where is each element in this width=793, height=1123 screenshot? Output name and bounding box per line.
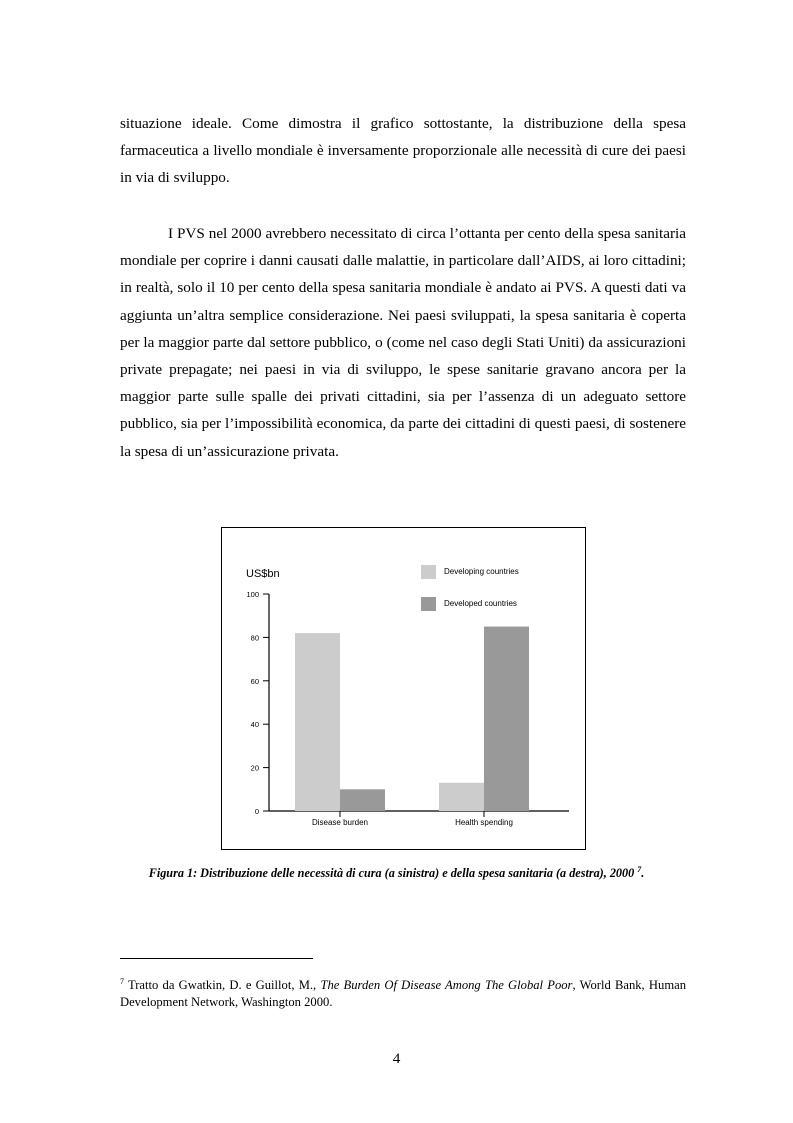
- legend-swatch: [421, 565, 436, 579]
- footnote-title: The Burden Of Disease Among The Global Poor: [320, 978, 573, 992]
- y-axis-label: US$bn: [246, 568, 280, 580]
- caption-footnote-ref: 7: [637, 864, 642, 874]
- y-tick-label: 80: [250, 633, 259, 643]
- figure-caption: [0, 866, 793, 881]
- footnote-text-before: Tratto da Gwatkin, D. e Guillot, M.,: [124, 978, 321, 992]
- footnote-marker: 7: [120, 976, 124, 986]
- bar-chart: [222, 528, 587, 851]
- y-tick-label: 100: [246, 590, 259, 599]
- caption-text: Figura 1: Distribuzione delle necessità di cura (a sinistra) e della spesa sanitaria (a destra), 2000: [148, 866, 635, 880]
- bar: [295, 633, 340, 811]
- legend-label: Developing countries: [444, 567, 519, 576]
- figure-chart-box: [221, 527, 586, 850]
- page-number: 4: [392, 1050, 401, 1067]
- y-tick-label: 40: [250, 720, 259, 730]
- x-tick-label: Health spending: [455, 818, 513, 827]
- bar: [340, 789, 385, 811]
- y-tick-label: 0: [254, 807, 259, 816]
- paragraph-2: I PVS nel 2000 avrebbero necessitato di circa l’ottanta per cento della spesa sanitaria mondiale per coprire i danni causati dalle malattie, in particolare dall’AIDS, ai loro cittadini; in realtà, solo il 10 per cento della spesa sanitaria mondiale è andato ai PVS. A questi dati va aggiunta un’altra semplice considerazione. Nei paesi sviluppati, la spesa sanitaria è coperta per la maggior parte dal settore pubblico, o (come nel caso degli Stati Uniti) da assicurazioni private prepagate; nei paesi in via di sviluppo, le spese sanitarie gravano ancora per la maggior parte sulle spalle dei privati cittadini, sia per l’assenza di un adeguato settore pubblico, sia per l’impossibilità economica, da parte dei cittadini di questi paesi, di sostenere la spesa di un’assicurazione privata.: [120, 225, 686, 460]
- y-tick-label: 60: [250, 676, 259, 686]
- bar: [484, 627, 529, 811]
- legend-label: Developed countries: [444, 599, 517, 608]
- footnote-separator: [120, 958, 313, 959]
- x-tick-label: Disease burden: [311, 818, 369, 827]
- paragraph-1: situazione ideale. Come dimostra il grafico sottostante, la distribuzione della spesa farmaceutica a livello mondiale è inversamente proporzionale alle necessità di cure dei paesi in via di sviluppo.: [120, 115, 686, 187]
- footnote-text-after: , World Bank, Human Development Network, Washington 2000.: [120, 978, 687, 1009]
- bar: [439, 783, 484, 811]
- footnote: [120, 977, 686, 1011]
- caption-end: .: [641, 866, 645, 880]
- legend-swatch: [421, 597, 436, 611]
- y-tick-label: 20: [250, 763, 259, 773]
